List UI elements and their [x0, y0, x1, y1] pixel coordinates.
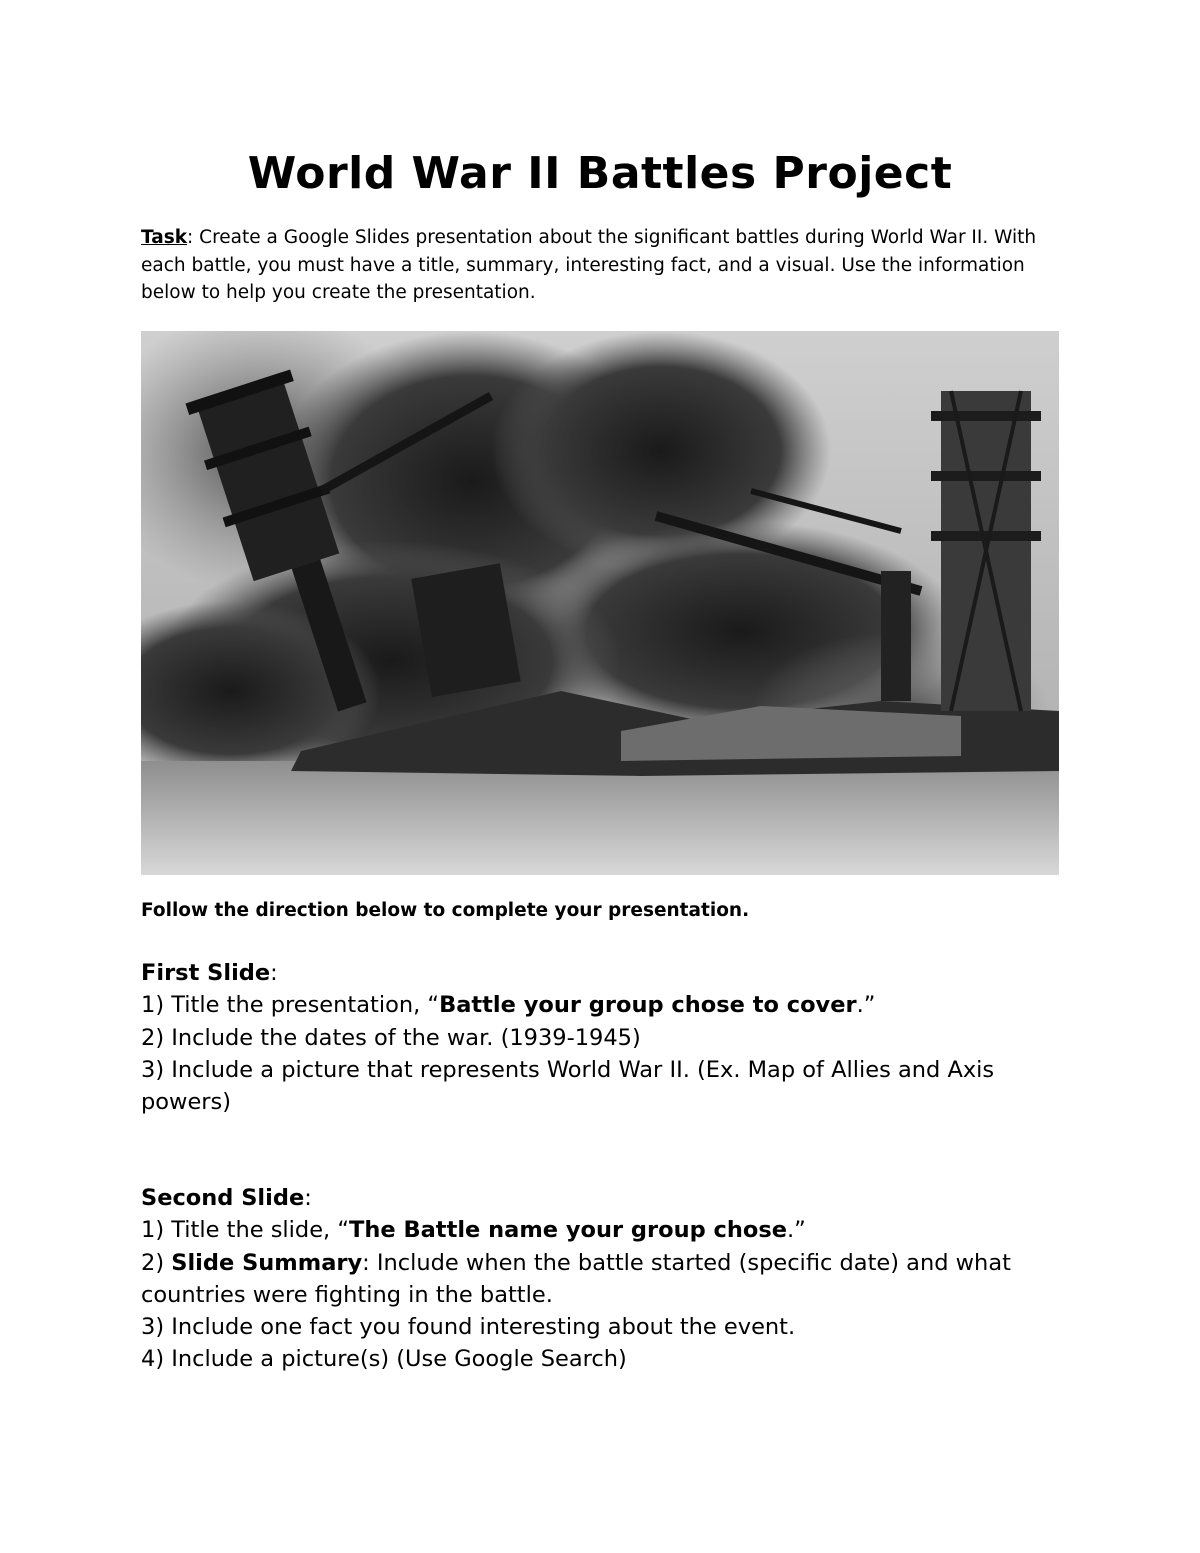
- first-slide-item-1-bold: Battle your group chose to cover: [439, 992, 857, 1019]
- first-slide-item-3: 3) Include a picture that represents World War II. (Ex. Map of Allies and Axis powers): [141, 1056, 995, 1116]
- task-text: Create a Google Slides presentation about the significant battles during World War II. With each battle, you must have a title, summary, interesting fact, and a visual. Use the information below to help you create the presentation.: [141, 227, 1037, 303]
- battleship-photo: [141, 331, 1059, 875]
- second-slide-heading-colon: :: [304, 1185, 312, 1211]
- battleship-photo-icon: [141, 331, 1059, 875]
- second-slide-item-1-bold: The Battle name your group chose: [349, 1217, 788, 1244]
- second-slide-heading: Second Slide: [141, 1185, 305, 1211]
- task-paragraph: [141, 224, 1071, 307]
- first-slide-heading-colon: :: [270, 960, 278, 986]
- first-slide-item-1: [141, 989, 1041, 1021]
- task-label-colon: :: [187, 227, 194, 248]
- second-slide-item-2-prefix: 2): [141, 1249, 172, 1276]
- first-slide-item-1-prefix: 1) Title the presentation, “: [141, 992, 440, 1019]
- second-slide-item-3: 3) Include one fact you found interesting about the event.: [141, 1314, 796, 1341]
- second-slide-item-2-suffix: : Include when the battle started (specific date) and what countries were fighting in the battle.: [141, 1249, 1011, 1308]
- second-slide-section: [141, 1182, 1041, 1376]
- second-slide-item-2: [141, 1247, 1041, 1312]
- second-slide-item-4: 4) Include a picture(s) (Use Google Search): [141, 1346, 627, 1373]
- first-slide-item-1-suffix: .”: [856, 992, 876, 1019]
- second-slide-item-1-suffix: .”: [787, 1217, 806, 1244]
- page-title: World War II Battles Project: [247, 148, 953, 199]
- second-slide-item-2-bold: Slide Summary: [171, 1249, 363, 1276]
- first-slide-heading: First Slide: [141, 960, 271, 986]
- second-slide-item-1-prefix: 1) Title the slide, “: [141, 1217, 350, 1244]
- first-slide-section: [141, 957, 1041, 1118]
- task-label: Task: [141, 227, 188, 248]
- direction-text: Follow the direction below to complete your presentation.: [141, 900, 750, 921]
- second-slide-item-1: [141, 1214, 1041, 1246]
- first-slide-item-2: 2) Include the dates of the war. (1939-1945): [141, 1024, 641, 1051]
